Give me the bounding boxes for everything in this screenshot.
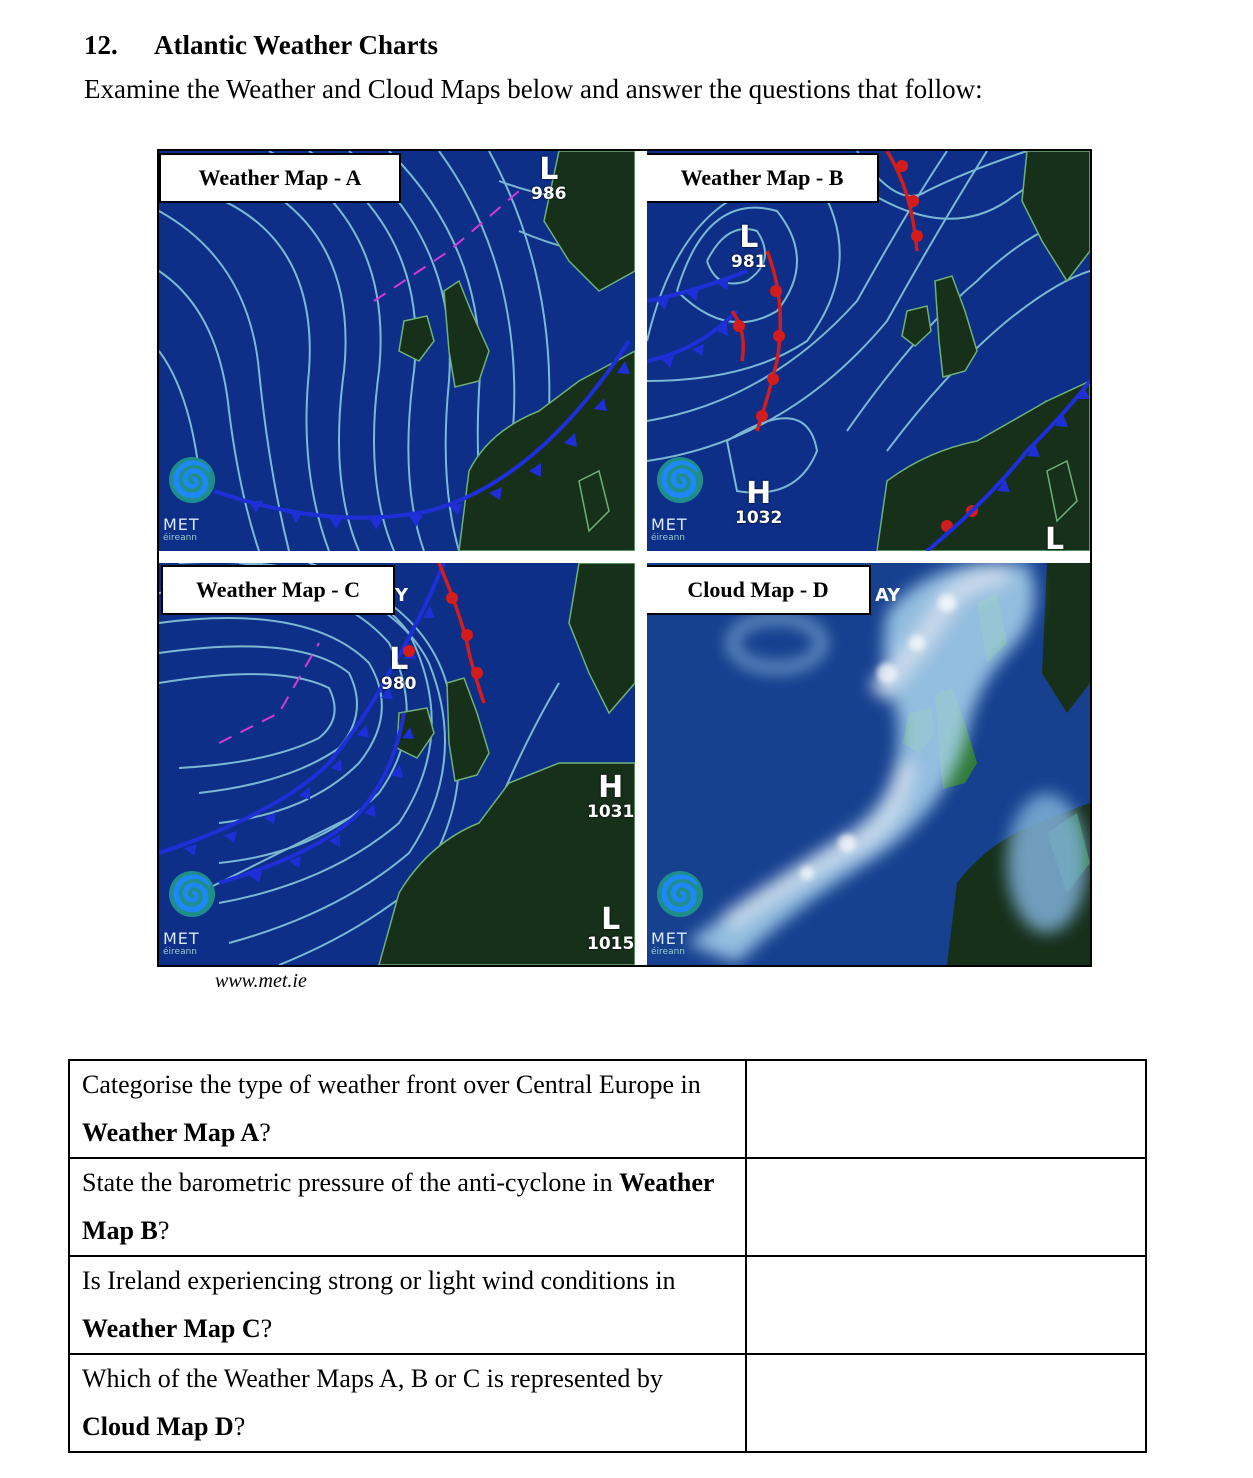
cloud-map-d-graphic bbox=[647, 563, 1090, 965]
low-pressure-c-value: 980 bbox=[381, 674, 417, 694]
question-text: Categorise the type of weather front over Central Europe in bbox=[82, 1070, 701, 1099]
low-pressure-a-symbol: L bbox=[539, 152, 559, 187]
low-pressure-c2-value: 1015 bbox=[587, 934, 635, 954]
answer-cell[interactable] bbox=[746, 1354, 1146, 1452]
weather-map-a-label: Weather Map - A bbox=[159, 153, 401, 203]
high-pressure-b-value: 1032 bbox=[735, 508, 783, 528]
truncated-text-d: AY bbox=[875, 585, 901, 606]
weather-map-a bbox=[159, 151, 635, 551]
logo-text: MET bbox=[651, 515, 688, 534]
answer-cell[interactable] bbox=[746, 1256, 1146, 1354]
low-pressure-c2-symbol: L bbox=[601, 902, 621, 937]
weather-map-c-graphic bbox=[159, 563, 635, 965]
source-credit: www.met.ie bbox=[215, 970, 307, 992]
table-row bbox=[69, 1158, 1146, 1256]
swirl-icon: 🌀 bbox=[169, 871, 215, 917]
high-pressure-c bbox=[587, 770, 635, 822]
swirl-icon: 🌀 bbox=[169, 457, 215, 503]
weather-map-b-graphic bbox=[647, 151, 1090, 551]
question-mark: ? bbox=[260, 1314, 273, 1343]
question-text: State the barometric pressure of the anti-cyclone in bbox=[82, 1168, 620, 1197]
question-emphasis: Cloud Map D bbox=[82, 1412, 234, 1441]
corner-low-b bbox=[1045, 522, 1065, 551]
logo-text: MET bbox=[163, 929, 200, 948]
question-emphasis: Weather Map C bbox=[82, 1314, 261, 1343]
answer-cell[interactable] bbox=[746, 1158, 1146, 1256]
high-pressure-b bbox=[735, 476, 783, 528]
low-pressure-a-value: 986 bbox=[531, 184, 567, 204]
low-pressure-c-symbol: L bbox=[389, 642, 409, 677]
corner-low-b-symbol: L bbox=[1045, 522, 1065, 551]
question-mark: ? bbox=[259, 1118, 271, 1147]
question-emphasis: Weather Map A bbox=[82, 1118, 260, 1147]
met-logo-a bbox=[163, 457, 215, 549]
logo-text: MET bbox=[651, 929, 688, 948]
question-mark: ? bbox=[233, 1412, 246, 1441]
weather-map-c bbox=[159, 563, 635, 965]
weather-map-c-label: Weather Map - C bbox=[161, 565, 395, 615]
met-logo-b bbox=[651, 457, 703, 549]
met-logo-d bbox=[651, 871, 703, 963]
question-cell bbox=[69, 1256, 746, 1354]
table-row bbox=[69, 1256, 1146, 1354]
high-pressure-b-symbol: H bbox=[746, 476, 772, 511]
question-number: 12. bbox=[84, 30, 118, 60]
logo-text: MET bbox=[163, 515, 200, 534]
low-pressure-c2 bbox=[587, 902, 635, 954]
logo-subtext: éireann bbox=[163, 947, 198, 957]
low-pressure-b-symbol: L bbox=[739, 220, 759, 255]
question-emphasis: Weather Map B bbox=[82, 1168, 714, 1245]
question-title: Atlantic Weather Charts bbox=[154, 30, 438, 60]
table-row bbox=[69, 1060, 1146, 1158]
swirl-icon: 🌀 bbox=[657, 457, 703, 503]
logo-subtext: éireann bbox=[651, 533, 686, 543]
question-text: Is Ireland experiencing strong or light wind conditions in bbox=[82, 1266, 676, 1295]
truncated-text-c: Y bbox=[395, 585, 409, 606]
question-heading bbox=[84, 30, 438, 61]
answer-cell[interactable] bbox=[746, 1060, 1146, 1158]
question-cell bbox=[69, 1354, 746, 1452]
low-pressure-a bbox=[531, 152, 567, 204]
high-pressure-c-symbol: H bbox=[598, 770, 624, 805]
low-pressure-c bbox=[381, 642, 417, 694]
weather-maps-figure bbox=[157, 149, 1092, 967]
weather-map-b-label: Weather Map - B bbox=[647, 153, 879, 203]
low-pressure-b bbox=[731, 220, 767, 272]
cloud-map-d bbox=[647, 563, 1090, 965]
question-cell bbox=[69, 1158, 746, 1256]
weather-map-b bbox=[647, 151, 1090, 551]
question-cell bbox=[69, 1060, 746, 1158]
high-pressure-c-value: 1031 bbox=[587, 802, 635, 822]
question-mark: ? bbox=[157, 1216, 170, 1245]
weather-map-a-graphic bbox=[159, 151, 635, 551]
question-text: Which of the Weather Maps A, B or C is represented by bbox=[82, 1364, 663, 1393]
swirl-icon: 🌀 bbox=[657, 871, 703, 917]
cloud-map-d-label: Cloud Map - D bbox=[647, 565, 871, 615]
table-row bbox=[69, 1354, 1146, 1452]
instruction-text: Examine the Weather and Cloud Maps below and answer the questions that follow: bbox=[84, 74, 983, 104]
logo-subtext: éireann bbox=[651, 947, 686, 957]
question-table bbox=[68, 1059, 1147, 1453]
low-pressure-b-value: 981 bbox=[731, 252, 767, 272]
logo-subtext: éireann bbox=[163, 533, 198, 543]
met-logo-c bbox=[163, 871, 215, 963]
